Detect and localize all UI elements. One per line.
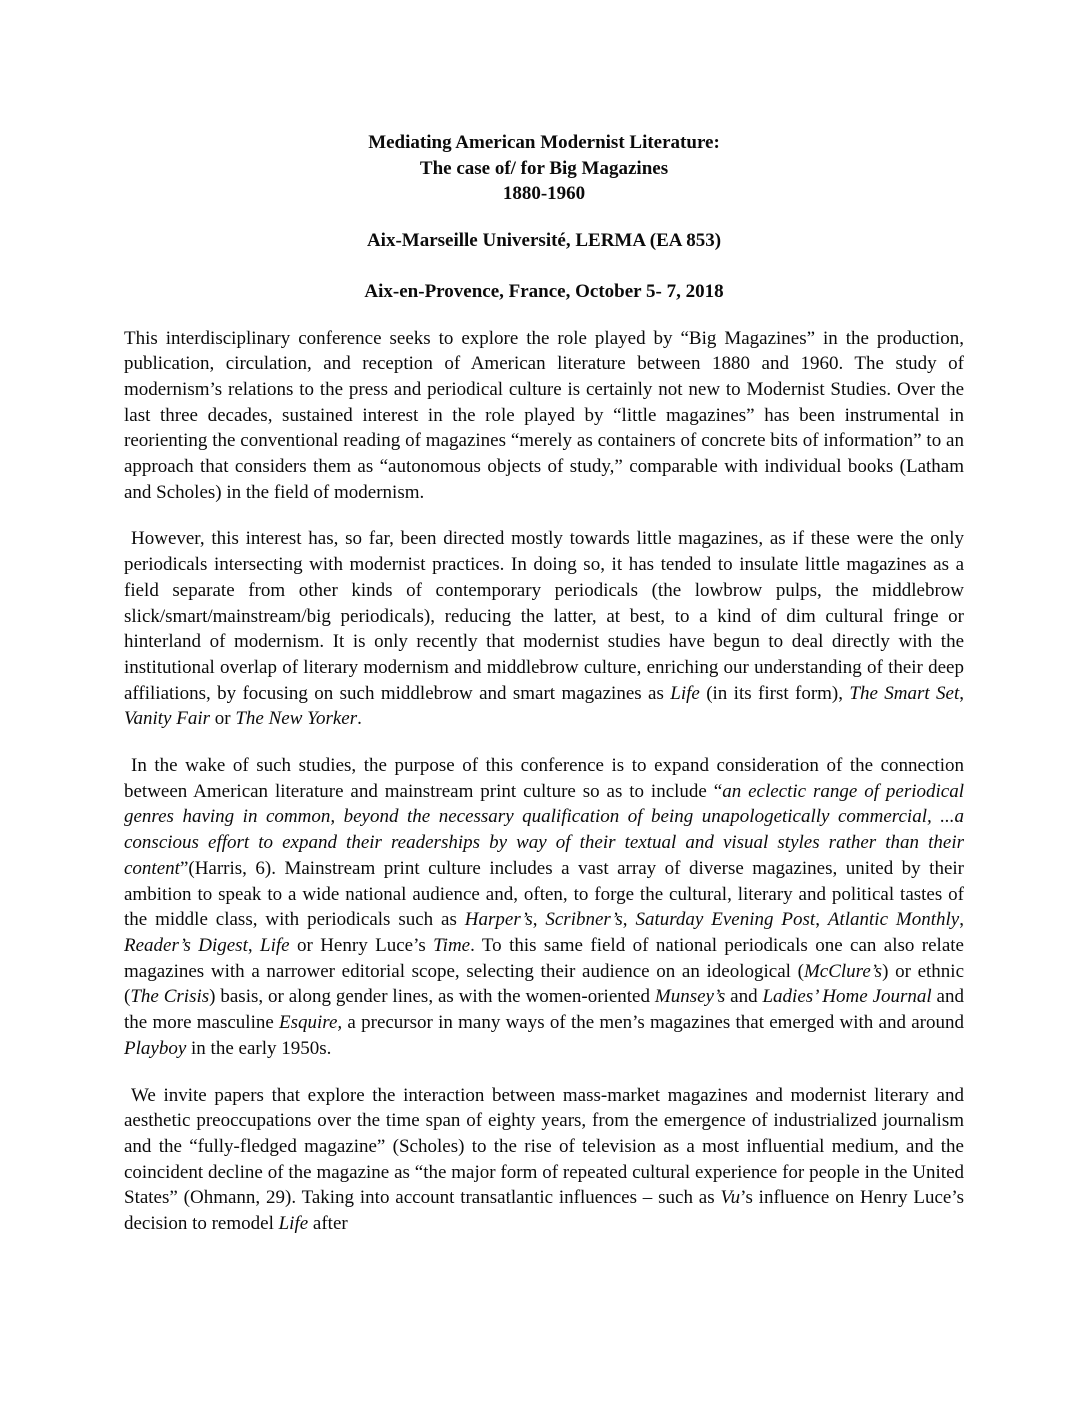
magazine-title-or-quote: Scribner’s [545,909,623,931]
body-text-run: , [247,934,261,956]
magazine-title-or-quote: Esquire, [279,1012,343,1034]
magazine-title-or-quote: Time [433,934,471,956]
body-text-run: in the early 1950s. [186,1037,332,1059]
title-line-3: 1880-1960 [502,183,586,205]
magazine-title-or-quote: The New Yorker [235,708,358,730]
body-text-run: , [622,909,636,931]
magazine-title-or-quote: Ladies’ Home Journal [762,986,932,1008]
body-text-run: and the more masculine [124,986,964,1034]
body-text-run: . [357,708,362,730]
body-text-run: ’s influence on Henry Luce’s decision to remodel [124,1187,964,1235]
conference-title [124,130,964,207]
body-text-run: However, this interest has, so far, been directed mostly towards little magazines, as if these were the only periodicals intersecting with modernist practices. In doing so, it has tended to insulate little magazines as a field separate from other kinds of contemporary periodicals (the lowbrow pulps, the middlebrow slick/smart/mainstream/big periodicals), reducing the latter, at best, to a kind of dim cultural fringe or hinterland of modernism. It is only recently that modernist studies have begun to deal directly with the institutional overlap of literary modernism and middlebrow culture, enriching our understanding of their deep affiliations, by focusing on such middlebrow and smart magazines as [124,528,964,704]
body-text-run: (in its first form), [699,682,850,704]
body-text-run: ) basis, or along gender lines, as with the women-oriented [209,986,655,1008]
body-text-run: a precursor in many ways of the men’s magazines that emerged with and around [342,1012,964,1034]
magazine-title-or-quote: Munsey’s [654,986,726,1008]
body-text-run: and [725,986,763,1008]
body-text-run: after [308,1213,348,1235]
body-text-run: , [532,909,546,931]
magazine-title-or-quote: Life [670,682,700,704]
title-line-1: Mediating American Modernist Literature: [368,132,720,153]
body-text-run: , [959,909,964,931]
body-text-run: In the wake of such studies, the purpose of this conference is to expand consideration of the connection between American literature and mainstream print culture so as to include “ [124,755,964,802]
paragraph [124,326,964,506]
magazine-title-or-quote: Saturday Evening Post [635,909,816,931]
magazine-title-or-quote: McClure’s [803,960,883,982]
body-paragraphs [124,326,964,1237]
magazine-title-or-quote: Vu [720,1187,741,1209]
paragraph [124,526,964,732]
magazine-title-or-quote: Playboy [124,1037,187,1059]
body-text-run: This interdisciplinary conference seeks to explore the role played by “Big Magazines” in the production, publication, circulation, and reception of American literature between 1880 and 1960. The study of modernism’s relations to the press and periodical culture is certainly not new to Modernist Studies. Over the last three decades, sustained interest in the role played by “little magazines” has been instrumental in reorienting the conventional reading of magazines “merely as containers of concrete bits of information” to an approach that considers them as “autonomous objects of study,” comparable with individual books (Latham and Scholes) in the field of modernism. [124,327,964,503]
body-text-run: . To this same field of national periodicals one can also relate magazines with a narrower editorial scope, selecting their audience on an ideological ( [124,934,964,982]
magazine-title-or-quote: Life [260,934,290,956]
paragraph [124,1083,964,1237]
body-text-run: ”(Harris, 6). Mainstream print culture includes a vast array of diverse magazines, united by their ambition to speak to a wide national audience and, often, to forge the cultural, literary and political tastes of the middle class, with periodicals such as [124,857,964,931]
magazine-title-or-quote: The Crisis [130,986,210,1008]
magazine-title-or-quote: Harper’s [464,909,533,931]
magazine-title-or-quote: an eclectic range of periodical genres having in common, beyond the necessary qualification of being unapologetically commercial, ...a conscious effort to expand their readerships by way of their textual and visual styles rather than their content [124,780,964,879]
body-text-run: or Henry Luce’s [289,934,434,956]
body-text-run: or [210,708,236,730]
conference-location-date: Aix-en-Provence, France, October 5- 7, 2018 [364,280,724,302]
paragraph [124,753,964,1061]
conference-host: Aix-Marseille Université, LERMA (EA 853) [366,230,722,252]
body-text-run: We invite papers that explore the interaction between mass-market magazines and modernist literary and aesthetic preoccupations over the time span of eighty years, from the emergence of industrialized journalism and the “fully-fledged magazine” (Scholes) to the rise of television as a most influential medium, and the coincident decline of the magazine as “the major form of repeated cultural experience for people in the United States” (Ohmann, 29). Taking into account transatlantic influences – such as [124,1084,964,1209]
body-text-run: ) or ethnic ( [124,960,964,1008]
magazine-title-or-quote: Life [278,1213,309,1235]
magazine-title-or-quote: The Smart Set [849,682,960,704]
magazine-title-or-quote: Vanity Fair [124,708,211,730]
title-line-2: The case of/ for Big Magazines [419,157,669,179]
body-text-run: , [815,909,828,931]
body-text-run: , [959,682,965,704]
magazine-title-or-quote: Atlantic Monthly [827,909,960,931]
magazine-title-or-quote: Reader’s Digest [124,934,248,956]
